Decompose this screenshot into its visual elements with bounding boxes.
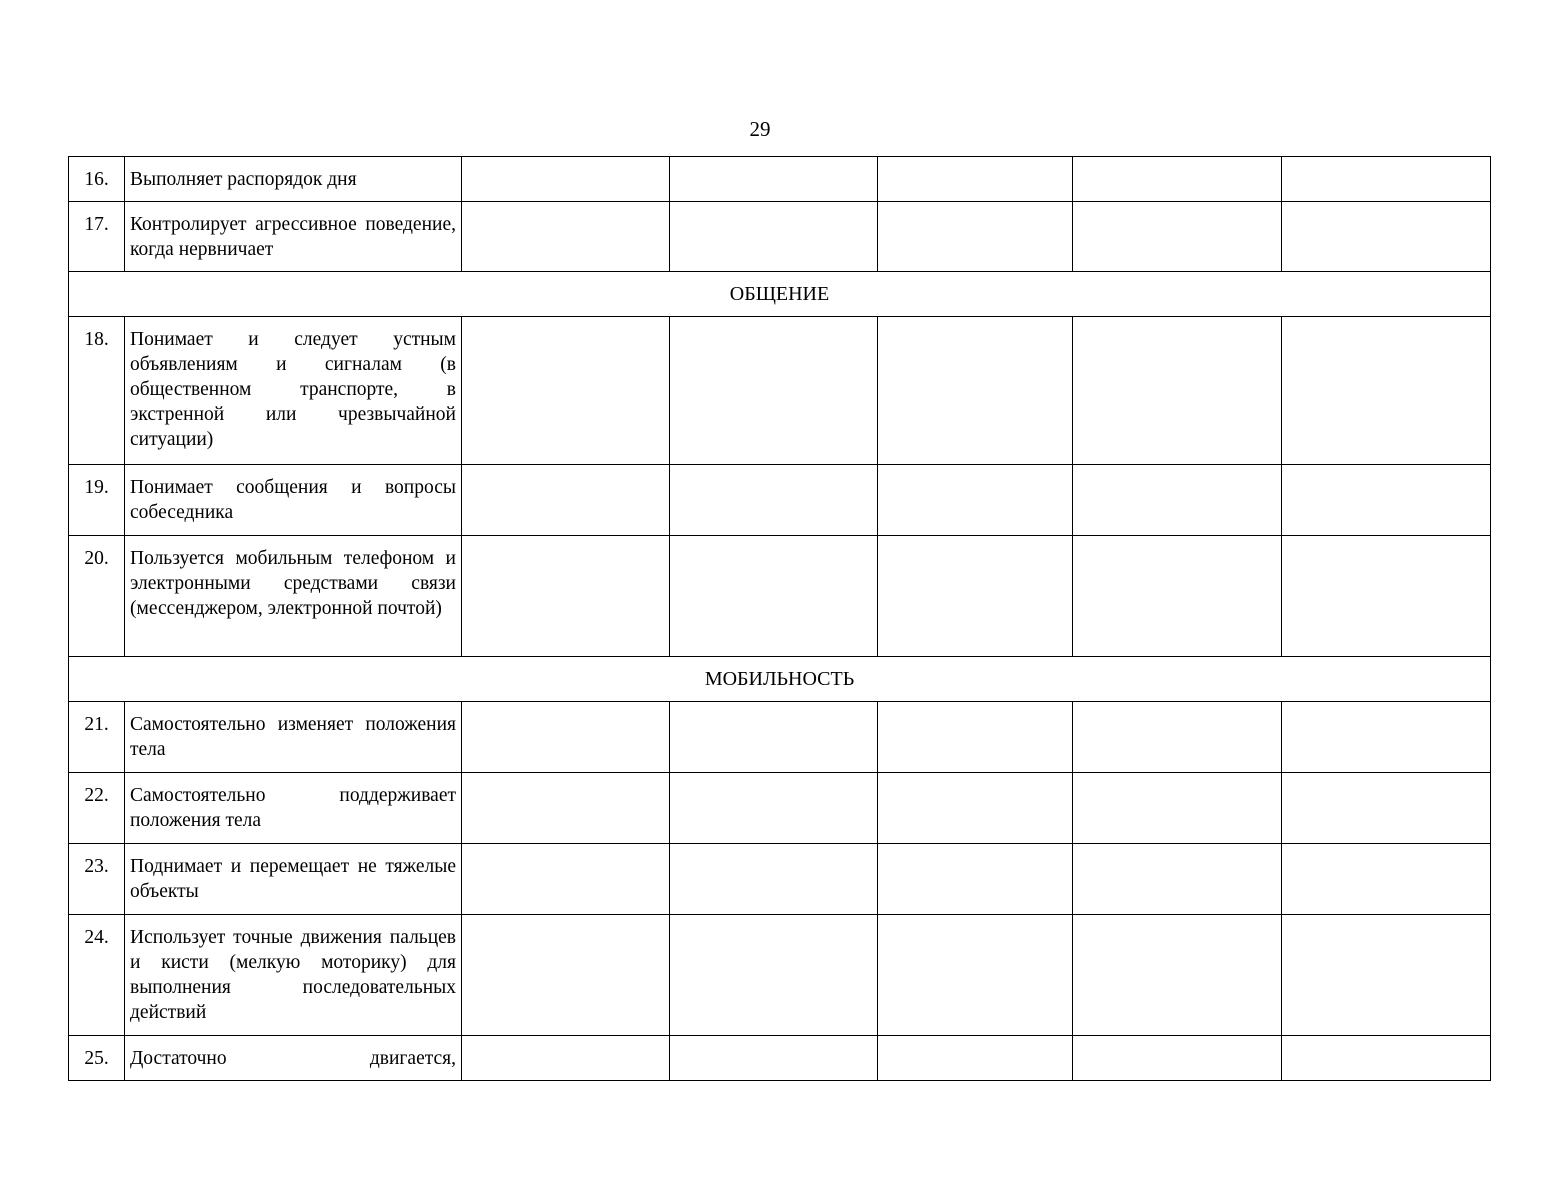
- rating-cell[interactable]: [878, 536, 1073, 657]
- table-row: [69, 915, 1491, 1036]
- table-row: [69, 844, 1491, 915]
- item-description: Самостоятельно поддерживает положения тела: [125, 773, 462, 844]
- rating-cell[interactable]: [1282, 202, 1491, 272]
- rating-cell[interactable]: [878, 157, 1073, 202]
- assessment-table: [68, 156, 1491, 1081]
- rating-cell[interactable]: [878, 317, 1073, 465]
- rating-cell[interactable]: [462, 1036, 670, 1081]
- section-row: [69, 657, 1491, 702]
- rating-cell[interactable]: [1282, 915, 1491, 1036]
- rating-cell[interactable]: [1073, 536, 1282, 657]
- rating-cell[interactable]: [670, 844, 878, 915]
- table-row: [69, 1036, 1491, 1081]
- rating-cell[interactable]: [1073, 773, 1282, 844]
- rating-cell[interactable]: [462, 202, 670, 272]
- table-row: [69, 773, 1491, 844]
- item-description: Достаточно двигается,: [125, 1036, 462, 1081]
- rating-cell[interactable]: [1282, 536, 1491, 657]
- section-title: МОБИЛЬНОСТЬ: [69, 657, 1491, 702]
- rating-cell[interactable]: [1282, 157, 1491, 202]
- table-row: [69, 202, 1491, 272]
- rating-cell[interactable]: [878, 1036, 1073, 1081]
- item-number: 20.: [69, 536, 125, 657]
- rating-cell[interactable]: [462, 317, 670, 465]
- rating-cell[interactable]: [1282, 317, 1491, 465]
- rating-cell[interactable]: [670, 915, 878, 1036]
- section-title: ОБЩЕНИЕ: [69, 272, 1491, 317]
- item-description: Понимает и следует устным объявлениям и сигналам (в общественном транспорте, в экстренной или чрезвычайной ситуации): [125, 317, 462, 465]
- rating-cell[interactable]: [878, 202, 1073, 272]
- item-number: 18.: [69, 317, 125, 465]
- rating-cell[interactable]: [670, 465, 878, 536]
- page-number: 29: [749, 117, 771, 141]
- section-row: [69, 272, 1491, 317]
- item-number: 17.: [69, 202, 125, 272]
- table-row: [69, 465, 1491, 536]
- rating-cell[interactable]: [1073, 844, 1282, 915]
- rating-cell[interactable]: [462, 465, 670, 536]
- rating-cell[interactable]: [670, 202, 878, 272]
- rating-cell[interactable]: [1073, 157, 1282, 202]
- rating-cell[interactable]: [878, 773, 1073, 844]
- rating-cell[interactable]: [1282, 702, 1491, 773]
- rating-cell[interactable]: [462, 536, 670, 657]
- item-description: Выполняет распорядок дня: [125, 157, 462, 202]
- rating-cell[interactable]: [878, 915, 1073, 1036]
- rating-cell[interactable]: [1282, 465, 1491, 536]
- rating-cell[interactable]: [462, 844, 670, 915]
- table-row: [69, 157, 1491, 202]
- rating-cell[interactable]: [670, 157, 878, 202]
- item-description: Самостоятельно изменяет положения тела: [125, 702, 462, 773]
- item-number: 21.: [69, 702, 125, 773]
- item-number: 16.: [69, 157, 125, 202]
- item-description: Пользуется мобильным телефоном и электронными средствами связи (мессенджером, электронной почтой): [125, 536, 462, 657]
- rating-cell[interactable]: [1073, 702, 1282, 773]
- rating-cell[interactable]: [1282, 1036, 1491, 1081]
- item-number: 25.: [69, 1036, 125, 1081]
- rating-cell[interactable]: [462, 915, 670, 1036]
- rating-cell[interactable]: [670, 773, 878, 844]
- rating-cell[interactable]: [1073, 465, 1282, 536]
- rating-cell[interactable]: [878, 702, 1073, 773]
- rating-cell[interactable]: [670, 317, 878, 465]
- table-body: [69, 157, 1491, 1081]
- item-number: 23.: [69, 844, 125, 915]
- item-description: Использует точные движения пальцев и кисти (мелкую моторику) для выполнения последовательных действий: [125, 915, 462, 1036]
- rating-cell[interactable]: [1073, 317, 1282, 465]
- rating-cell[interactable]: [670, 536, 878, 657]
- rating-cell[interactable]: [1073, 915, 1282, 1036]
- rating-cell[interactable]: [462, 702, 670, 773]
- rating-cell[interactable]: [670, 702, 878, 773]
- item-description: Поднимает и перемещает не тяжелые объекты: [125, 844, 462, 915]
- item-number: 19.: [69, 465, 125, 536]
- item-description: Контролирует агрессивное поведение, когда нервничает: [125, 202, 462, 272]
- rating-cell[interactable]: [878, 844, 1073, 915]
- rating-cell[interactable]: [1073, 1036, 1282, 1081]
- item-number: 22.: [69, 773, 125, 844]
- item-number: 24.: [69, 915, 125, 1036]
- table-row: [69, 317, 1491, 465]
- rating-cell[interactable]: [462, 157, 670, 202]
- rating-cell[interactable]: [670, 1036, 878, 1081]
- table-row: [69, 702, 1491, 773]
- rating-cell[interactable]: [878, 465, 1073, 536]
- rating-cell[interactable]: [1282, 844, 1491, 915]
- rating-cell[interactable]: [1282, 773, 1491, 844]
- rating-cell[interactable]: [1073, 202, 1282, 272]
- rating-cell[interactable]: [462, 773, 670, 844]
- item-description: Понимает сообщения и вопросы собеседника: [125, 465, 462, 536]
- table-row: [69, 536, 1491, 657]
